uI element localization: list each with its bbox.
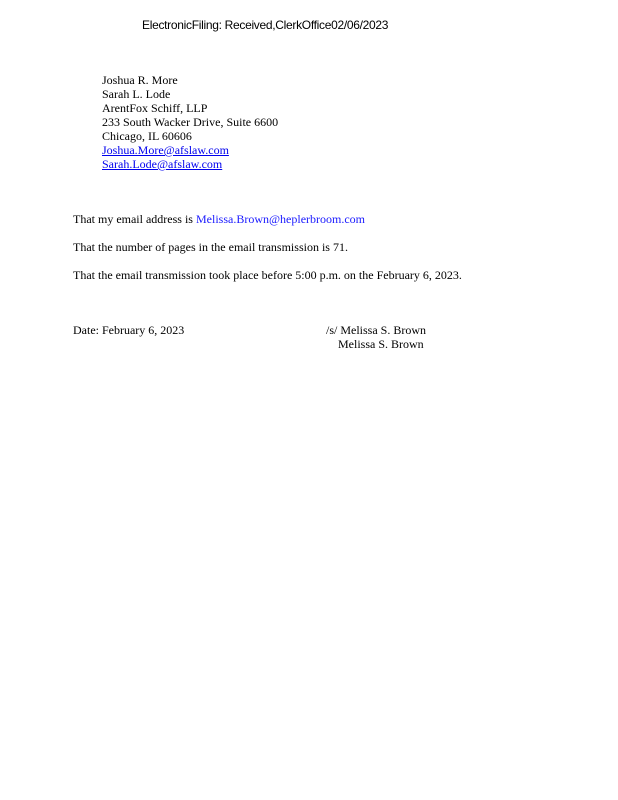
email-statement-prefix: That my email address is — [73, 212, 196, 226]
service-address-block — [102, 73, 278, 171]
date-line: Date: February 6, 2023 — [73, 323, 185, 337]
recipient-email-link-1[interactable]: Joshua.More@afslaw.com — [102, 143, 229, 157]
recipient-city: Chicago, IL 60606 — [102, 129, 192, 143]
email-address-statement — [73, 212, 365, 226]
signer-printed-name: Melissa S. Brown — [338, 337, 424, 351]
page-count-statement: That the number of pages in the email transmission is 71. — [73, 240, 348, 254]
electronic-signature: /s/ Melissa S. Brown — [326, 323, 427, 337]
recipient-name-1: Joshua R. More — [102, 73, 178, 87]
filing-stamp: ElectronicFiling: Received,ClerkOffice02/06/2023 — [142, 18, 389, 32]
recipient-name-2: Sarah L. Lode — [102, 87, 171, 101]
sender-email-link[interactable]: Melissa.Brown@heplerbroom.com — [195, 212, 366, 226]
transmission-time-statement: That the email transmission took place before 5:00 p.m. on the February 6, 2023. — [73, 268, 462, 282]
recipient-email-link-2[interactable]: Sarah.Lode@afslaw.com — [102, 157, 223, 171]
signature-block — [326, 323, 426, 351]
recipient-street: 233 South Wacker Drive, Suite 6600 — [102, 115, 279, 129]
recipient-firm: ArentFox Schiff, LLP — [102, 101, 208, 115]
